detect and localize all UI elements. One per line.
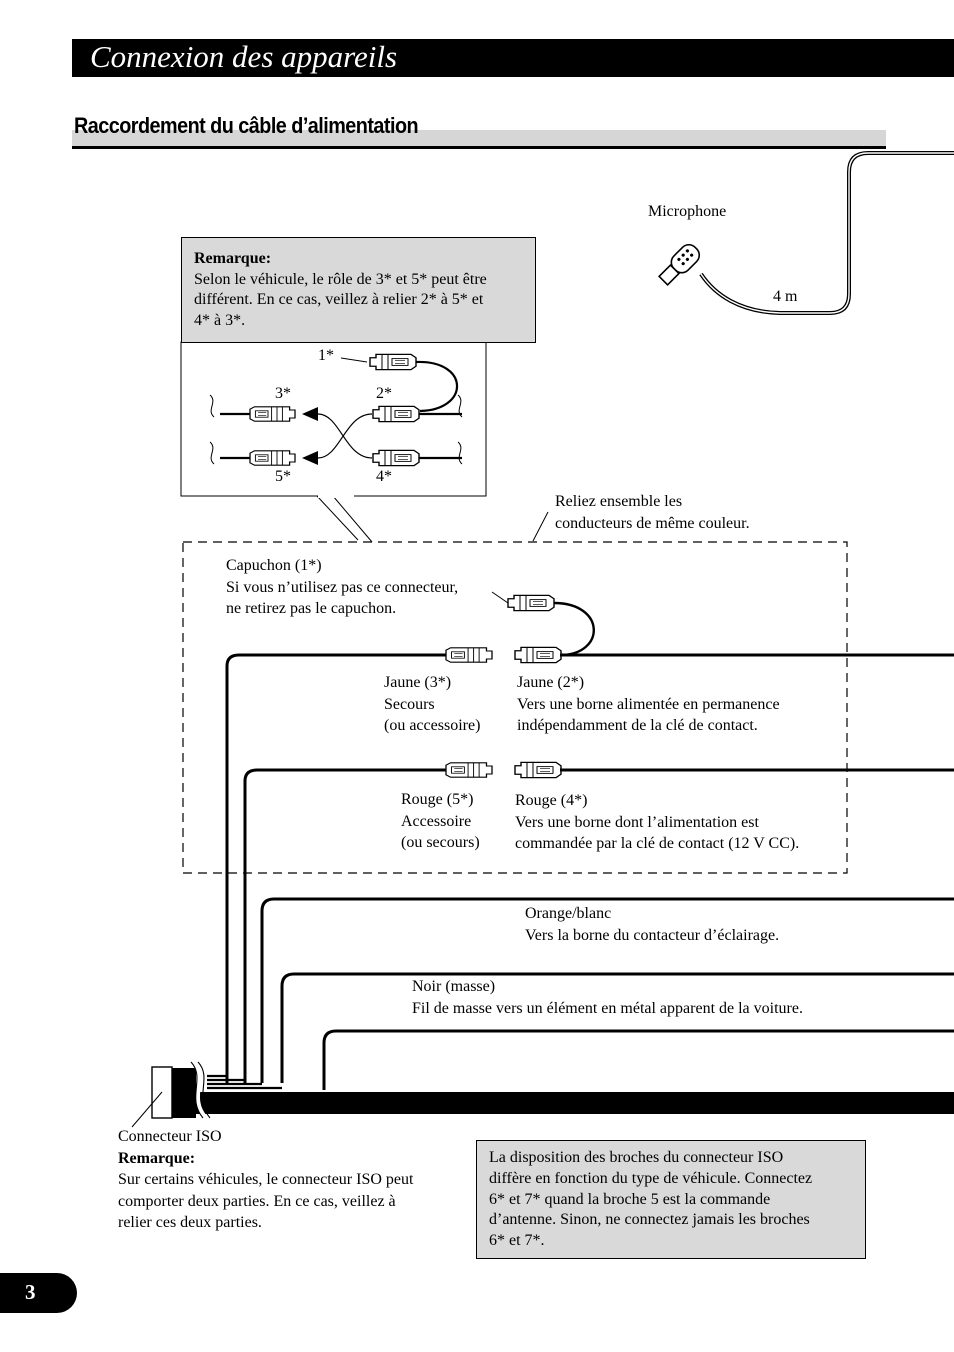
note-top-line: Selon le véhicule, le rôle de 3* et 5* peut être xyxy=(194,270,487,288)
iso-note-line: relier ces deux parties. xyxy=(118,1214,262,1231)
page-number-tab xyxy=(0,1273,77,1313)
yellow3-line: Secours xyxy=(384,695,435,713)
section-title: Raccordement du câble d’alimentation xyxy=(74,113,419,138)
note-bottom-line: La disposition des broches du connecteur ISO xyxy=(489,1149,784,1166)
cap-line: Capuchon (1*) xyxy=(226,557,322,574)
orange-white-label xyxy=(525,903,779,946)
iso-note-line: Sur certains véhicules, le connecteur ISO peut xyxy=(118,1171,414,1188)
ground-line: Fil de masse vers un élément en métal apparent de la voiture. xyxy=(412,999,803,1017)
ground-line: Noir (masse) xyxy=(412,978,496,995)
iso-note-heading: Remarque: xyxy=(118,1149,196,1167)
microphone-label: Microphone xyxy=(648,203,727,220)
inset-label-5: 5* xyxy=(275,468,291,485)
join-note-line: conducteurs de même couleur. xyxy=(555,514,750,532)
note-bottom-line: d’antenne. Sinon, ne connectez jamais les broches xyxy=(489,1211,810,1229)
iso-connector-icon xyxy=(132,1062,210,1127)
ground-label xyxy=(412,976,803,1019)
red4-label xyxy=(515,790,799,855)
inset-label-2: 2* xyxy=(376,385,392,402)
chapter-title: Connexion des appareils xyxy=(90,39,398,74)
cap-line: ne retirez pas le capuchon. xyxy=(226,600,397,617)
yellow3-line: (ou accessoire) xyxy=(384,717,481,734)
orange-line: Orange/blanc xyxy=(525,905,612,922)
page-number: 3 xyxy=(25,1280,36,1304)
inset-label-3: 3* xyxy=(275,385,291,402)
note-bottom-line: 6* et 7* quand la broche 5 est la commande xyxy=(489,1190,771,1208)
orange-line: Vers la borne du contacteur d’éclairage. xyxy=(525,926,780,944)
yellow2-line: Vers une borne alimentée en permanence xyxy=(517,695,780,713)
yellow3-label xyxy=(384,672,480,737)
note-top-line: 4* à 3*. xyxy=(194,311,246,329)
note-top-heading: Remarque: xyxy=(194,250,272,267)
main-cable xyxy=(196,1092,954,1114)
red4-line: Vers une borne dont l’alimentation est xyxy=(515,813,759,831)
cap-line: Si vous n’utilisez pas ce connecteur, xyxy=(226,578,459,596)
join-note-line: Reliez ensemble les xyxy=(555,493,683,510)
note-bottom-line: 6* et 7*. xyxy=(489,1232,545,1250)
iso-label: Connecteur ISO xyxy=(118,1128,222,1145)
note-top-line: différent. En ce cas, veillez à relier 2* à 5* et xyxy=(194,291,484,308)
mic-cable-length: 4 m xyxy=(773,288,798,305)
red5-line: Rouge (5*) xyxy=(401,791,474,808)
iso-note xyxy=(118,1126,413,1234)
join-note xyxy=(555,491,750,534)
yellow2-line: Jaune (2*) xyxy=(517,674,585,691)
microphone-icon xyxy=(656,153,954,313)
red5-line: (ou secours) xyxy=(401,834,480,851)
note-top xyxy=(181,237,536,343)
cap-label xyxy=(226,555,458,620)
red4-line: commandée par la clé de contact (12 V CC). xyxy=(515,835,800,852)
yellow2-label xyxy=(517,672,780,737)
inset-label-4: 4* xyxy=(376,468,392,485)
yellow3-line: Jaune (3*) xyxy=(384,674,452,691)
note-bottom-line: diffère en fonction du type de véhicule. Connectez xyxy=(489,1169,813,1187)
inset-diagram xyxy=(181,342,486,542)
inset-label-1: 1* xyxy=(318,347,334,364)
red5-label xyxy=(401,789,480,854)
red4-line: Rouge (4*) xyxy=(515,792,588,809)
note-bottom xyxy=(476,1140,866,1259)
yellow2-line: indépendamment de la clé de contact. xyxy=(517,717,758,734)
iso-note-line: comporter deux parties. En ce cas, veillez à xyxy=(118,1192,396,1210)
red5-line: Accessoire xyxy=(401,812,472,830)
